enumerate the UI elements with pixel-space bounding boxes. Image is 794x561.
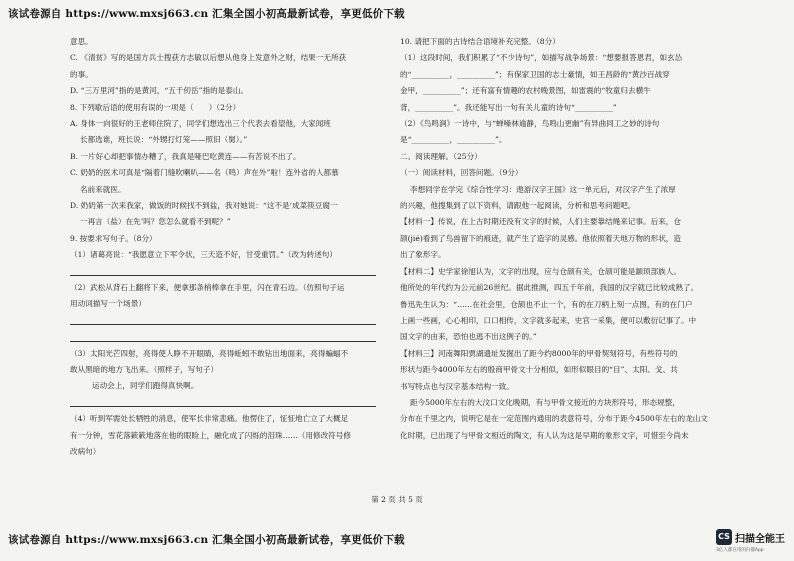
text-line: 【材料二】史学家徐旭认为，文字的出现，应与仓颉有关，仓颉可能是颛顼部族人。 <box>400 266 681 276</box>
text-line: D. 奶奶第一次来我家，做饭的时候找不到盐，我对她说：“这不是‘成菜筷豆腐一 <box>70 201 338 211</box>
text-line: 【材料一】传说，在上古时期还没有文字的时候，人们主要靠结绳来记事。后来，仓 <box>400 217 681 227</box>
text-line: 敢从黑暗的地方飞出来。（照样子，写句子） <box>70 365 219 375</box>
text-line: A. 身体一向很好的王老师住院了，同学们想选出三个代表去看望他，大家闻班 <box>70 119 331 129</box>
text-line: 是“__________，__________”。 <box>400 135 507 145</box>
camscanner-badge <box>716 527 792 557</box>
text-line: 有一分钟，雪花落簌簌地落在他的眼睑上，融化成了闪烁的泪珠……（用修改符号修 <box>70 430 351 440</box>
text-line: C. 《清贫》写的是国方兵士搜获方志敏以后想从他身上发意外之财，结果一无所获 <box>70 53 347 63</box>
text-line: （2）武松从背石上翻将下来，便拿那条梢棒拿在手里，闪在青石边。（仿照句子运 <box>70 283 345 293</box>
text-line: 国文字的由来，恐怕也逃不出这例子的。” <box>400 332 537 342</box>
text-line: 改病句） <box>70 447 101 457</box>
camscanner-name: 扫描全能王 <box>735 534 785 545</box>
text-line: 李想同学在学完《综合性学习：遨游汉字王国》这一单元后，对汉字产生了浓厚 <box>410 184 676 194</box>
answer-line <box>70 329 380 345</box>
text-line: 距今5000年左右的大汶口文化晚期，有与甲骨文接近的方块形符号，形态规整， <box>410 397 680 407</box>
question-10: 10. 请把下面的古诗结合语境补充完整。（8分） <box>400 37 560 46</box>
text-line: 背，__________”。我还能写出一句有关儿童的诗句“__________” <box>400 102 617 112</box>
text-line: B. 一片好心却把事情办糟了，我真是哑巴吃黄连——有苦说不出了。 <box>70 151 301 161</box>
answer-line <box>70 264 380 280</box>
watermark-top: 该试卷源自 https://www.mxsj663.cn 汇集全国小初高最新试卷，享更低价下载 <box>8 8 405 20</box>
text-line: 上画一些画，心心相印，口口相传，文字就多起来，史官一采集，便可以敷衍记事了。中 <box>400 315 697 325</box>
text-line: 书写特点也与汉字基本结构一致。 <box>400 381 514 391</box>
text-line: 运动会上，同学们跑得真快啊。 <box>92 381 199 391</box>
question-8: 8. 下列歇后语的使用有误的一项是（ ）（2分） <box>70 102 241 112</box>
text-line: 他所处的年代约为公元前26世纪。据此推测，四五千年前，我国的汉字就已比较成熟了。 <box>400 283 699 293</box>
text-line: D. “三万里河”指的是黄河，“五千仞岳”指的是泰山。 <box>70 86 249 96</box>
text-line: 分布在千里之内，说明它是在一定范围内通用的表意符号，分布于距今4500年左右的龙山文 <box>400 414 708 424</box>
text-line: 鲁迅先生认为：“……在社会里，仓颉也不止一个，有的在刀柄上刻一点图，有的在门户 <box>400 299 693 309</box>
text-line: 形状与距今4000年左右的殷商甲骨文十分相似，如形似眼目的“目”、太阳、戈、共 <box>400 365 678 375</box>
answer-line <box>70 395 380 411</box>
text-line: 一再言（盐）在先’吗？您怎么就看不到呢？” <box>80 217 231 227</box>
camscanner-logo-icon: CS <box>716 529 732 545</box>
text-line: C. 奶奶的医术可真是“隔着门缝吹喇叭——名（鸣）声在外”啦！连外省的人都慕 <box>70 168 339 178</box>
page-number: 第 2 页 共 5 页 <box>371 495 423 504</box>
text-line: （1）诸葛亮说：“我愿意立下军令状，三天造不好，甘受重罚。”（改为转述句） <box>70 250 337 260</box>
text-line: 的兴趣，他搜集到了以下资料，请跟他一起阅读，分析和思考问题吧。 <box>400 201 636 211</box>
text-line: 意思。 <box>70 37 93 46</box>
question-9: 9. 按要求写句子。（8分） <box>70 233 157 243</box>
text-line: 的“__________，__________”；有保家卫国的志士豪情，如王昌龄的“黄沙百战穿 <box>400 69 670 79</box>
text-line: 化时期，已出现了与甲骨文相近的陶文，有人认为这是早期的象形文字，可惜至今尚未 <box>400 430 689 440</box>
text-line: 出了象形字。 <box>400 250 446 260</box>
section-title: 二、阅读理解。（25分） <box>400 151 482 161</box>
subsection-title: （一）阅读材料，回答问题。（9分） <box>400 168 523 178</box>
text-line: 长都选谁，班长说：“外甥打灯笼——照旧（舅）。” <box>80 135 248 145</box>
camscanner-tagline: 3亿人都在用的扫描App <box>716 548 764 553</box>
left-column <box>70 34 380 461</box>
text-line: 金甲，__________”；还有富有情趣的农村晚景图，如雷震的“牧童归去横牛 <box>400 86 651 96</box>
watermark-bottom: 该试卷源自 https://www.mxsj663.cn 汇集全国小初高最新试卷，享更低价下载 <box>8 534 405 546</box>
text-line: 颉(jié)看到了鸟兽留下的痕迹，就产生了造字的灵感。他依照着天地万物的形状，造 <box>400 233 681 243</box>
text-line: 的事。 <box>70 69 93 79</box>
text-line: （3）太阳光芒四射，亮得使人睁不开眼睛，亮得蚯蚓不敢钻出地面来，亮得蝙蝠不 <box>70 348 349 358</box>
text-line: （1）这段时间，我们积累了“不少诗句”，如描写战争场景：“想要报答恩君，如玄怂 <box>400 53 683 63</box>
text-line: （2）《鸟鸣涧》一诗中，与“蝉噪林逾静，鸟鸣山更幽”有异曲同工之妙的诗句 <box>400 119 660 129</box>
text-line: 【材料三】河南舞阳贾湖遗址发掘出了距今约8000年的甲骨契刻符号，有些符号的 <box>400 348 678 358</box>
right-column <box>400 34 730 444</box>
text-line: 名前来就医。 <box>80 184 126 194</box>
answer-line <box>70 313 380 329</box>
text-line: （4）听到军需处长牺牲的消息，使军长非常悲痛。他愣住了，怔怔地亡立了大概足 <box>70 414 349 424</box>
text-line: 用动词描写一个场景） <box>70 299 146 309</box>
